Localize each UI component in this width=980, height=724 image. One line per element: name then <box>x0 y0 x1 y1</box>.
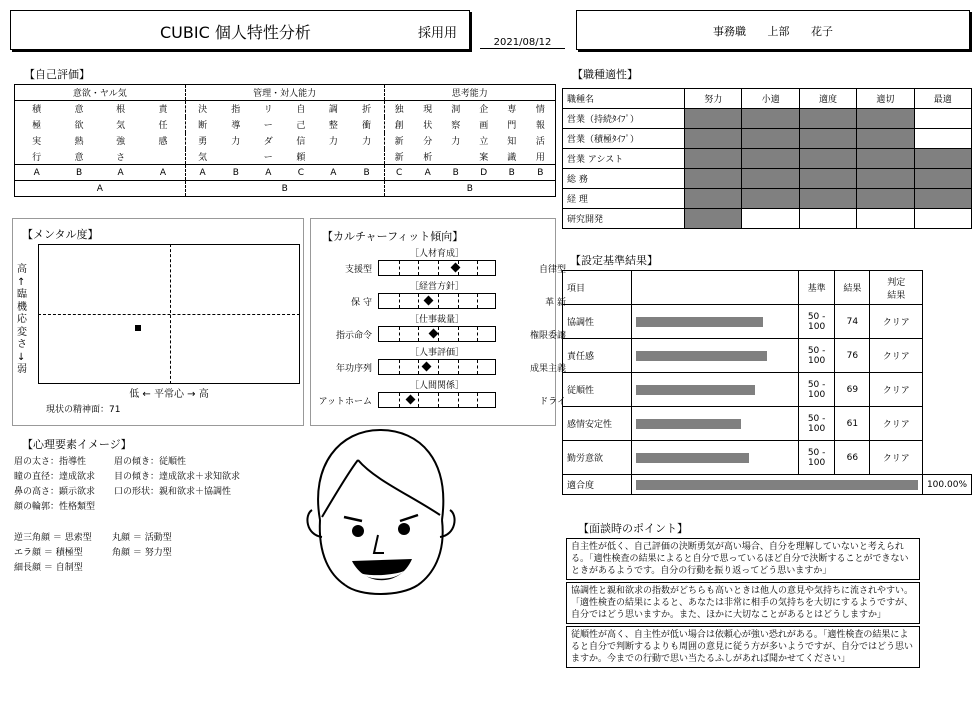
criteria-header-result: 結果 <box>835 271 870 305</box>
criteria-header-row <box>563 271 972 305</box>
job-level-cell <box>914 169 971 189</box>
criteria-result: 61 <box>835 407 870 441</box>
self-eval-char: 察 <box>451 121 461 131</box>
criteria-header-base: 基準 <box>798 271 835 305</box>
self-eval-grade: C <box>285 165 318 181</box>
self-eval-char: 現 <box>423 105 433 116</box>
culture-tick <box>438 261 439 275</box>
criteria-base-min: 50 - <box>807 311 826 322</box>
criteria-header-bar <box>631 271 798 305</box>
face-illustration <box>300 425 465 600</box>
self-eval-char: 立 <box>479 137 489 147</box>
criteria-bar <box>636 385 755 395</box>
job-row <box>563 169 972 189</box>
self-eval-char: 画 <box>479 121 489 131</box>
culture-tick <box>477 327 478 341</box>
criteria-header-item: 項目 <box>563 271 632 305</box>
criteria-base-max: 100 <box>808 457 826 468</box>
self-eval-char: 信 <box>296 137 306 147</box>
job-level-cell <box>914 109 971 129</box>
self-eval-char: 折 <box>362 105 372 116</box>
job-level-cell <box>685 209 742 229</box>
criteria-label: 責任感 <box>563 339 632 373</box>
self-eval-grade: A <box>141 165 185 181</box>
self-eval-char: 責 <box>158 105 168 116</box>
self-eval-char: 案 <box>470 149 498 165</box>
self-eval-char: 強 <box>116 137 126 147</box>
self-eval-char: 析 <box>414 149 442 165</box>
self-eval-group: 管理・対人能力 <box>185 85 384 101</box>
criteria-judge: クリア <box>870 407 923 441</box>
self-eval-group-grade-row <box>15 181 556 197</box>
criteria-base-max: 100 <box>808 389 826 400</box>
culture-heading: ［人事評価］ <box>409 348 464 358</box>
self-eval-char: 自 <box>296 105 306 116</box>
culture-tick <box>458 393 459 407</box>
interview-point: 自主性が低く、自己評価の決断勇気が高い場合、自分を理解していないと考えられる。「適性検査の結果によると自分で思っているほど自分で決断することができないときがあるようです。自分の行動を振り返ってどう思いますか」 <box>566 538 920 580</box>
criteria-base <box>798 373 835 407</box>
job-level-cell <box>857 149 914 169</box>
self-eval-char: 導 <box>231 121 241 131</box>
psych-element: 顔の輪郭：性格類型 <box>14 502 96 512</box>
culture-tick <box>418 360 419 374</box>
criteria-bar <box>636 419 741 429</box>
self-eval-char-row <box>15 101 556 117</box>
job-header-row <box>563 89 972 109</box>
criteria-fit-label: 適合度 <box>563 475 632 495</box>
criteria-label: 従順性 <box>563 373 632 407</box>
self-eval-char: 意 <box>74 105 84 116</box>
self-eval-char: 決 <box>185 101 219 117</box>
job-row <box>563 209 972 229</box>
job-level-cell <box>799 189 856 209</box>
self-eval-char: 力 <box>231 137 241 147</box>
criteria-row <box>563 407 972 441</box>
self-eval-char: 活 <box>535 137 545 147</box>
self-eval-group-row <box>15 85 556 101</box>
candidate-name: 事務職 上部 花子 <box>713 25 833 38</box>
criteria-base <box>798 407 835 441</box>
criteria-fit-row <box>563 475 972 495</box>
self-eval-char: さ <box>100 149 142 165</box>
self-eval-char: 断 <box>185 117 219 133</box>
criteria-bar-cell <box>631 339 798 373</box>
report-date: 2021/08/12 <box>480 37 565 49</box>
psych-title: 【心理要素イメージ】 <box>22 438 132 451</box>
self-eval-char: 情 <box>535 105 545 116</box>
criteria-base <box>798 441 835 475</box>
culture-left-label: 年功序列 <box>335 364 372 374</box>
job-header-cell: 適度 <box>799 89 856 109</box>
mental-state: 現状の精神面：71 <box>46 405 121 415</box>
job-level-cell <box>914 209 971 229</box>
self-eval-char: 知 <box>507 137 517 147</box>
culture-tick <box>438 327 439 341</box>
job-name: 営業（積極ﾀｲﾌﾟ） <box>563 129 685 149</box>
criteria-result: 66 <box>835 441 870 475</box>
self-eval-char <box>350 149 384 165</box>
self-eval-char: 己 <box>296 121 306 131</box>
self-eval-char-row <box>15 133 556 149</box>
job-level-cell <box>685 129 742 149</box>
criteria-bar-cell <box>631 441 798 475</box>
self-eval-char <box>141 149 185 165</box>
job-level-cell <box>685 189 742 209</box>
self-eval-table <box>14 84 556 197</box>
job-name: 営業（持続ﾀｲﾌﾟ） <box>563 109 685 129</box>
self-eval-char: 整 <box>328 121 338 131</box>
criteria-bar <box>636 453 750 463</box>
self-eval-char: 調 <box>328 105 338 116</box>
self-eval-char: 状 <box>423 121 433 131</box>
criteria-bar-cell <box>631 305 798 339</box>
culture-tick <box>399 294 400 308</box>
self-eval-char: 企 <box>479 105 489 116</box>
criteria-fit-bar <box>636 480 918 490</box>
mental-y-label: 高↑臨機応変さ↓弱 <box>17 264 27 375</box>
job-level-cell <box>799 169 856 189</box>
self-eval-char: 報 <box>535 121 545 131</box>
culture-tick <box>477 393 478 407</box>
self-eval-char: 実 <box>32 137 42 147</box>
culture-marker <box>423 296 433 306</box>
self-eval-grade: C <box>384 165 414 181</box>
criteria-header-judge-2: 結果 <box>887 290 906 301</box>
self-eval-char: 極 <box>32 121 42 131</box>
job-level-cell <box>857 209 914 229</box>
culture-tick <box>458 327 459 341</box>
self-eval-grade: A <box>317 165 350 181</box>
job-aptitude-table <box>562 88 972 229</box>
culture-bar <box>378 392 496 408</box>
self-eval-char: ダ <box>263 137 273 147</box>
criteria-result: 74 <box>835 305 870 339</box>
self-eval-char: 洞 <box>451 105 461 116</box>
self-eval-group-grade: B <box>384 181 555 197</box>
criteria-base-min: 50 - <box>807 379 826 390</box>
self-eval-char-row <box>15 117 556 133</box>
interview-point: 協調性と親和欲求の指数がどちらも高いときは他人の意見や気持ちに流されやすい。「適性検査の結果によると、あなたは非常に相手の気持ちを大切にするようですが、自分ではどう思いますか。また、ほかに大切なことがあるとはどうしますか」 <box>566 582 920 624</box>
culture-tick <box>458 360 459 374</box>
job-level-cell <box>799 109 856 129</box>
self-eval-grade: A <box>15 165 59 181</box>
self-eval-char: 門 <box>507 121 517 131</box>
self-eval-char: 欲 <box>74 121 84 131</box>
job-level-cell <box>914 129 971 149</box>
psych-element: 瞳の直径：達成欲求 <box>14 472 96 482</box>
self-eval-char: リ <box>263 105 273 116</box>
psych-face-type: エラ顔 ＝ 積極型 <box>14 548 83 558</box>
self-eval-grade: D <box>470 165 498 181</box>
job-level-cell <box>914 149 971 169</box>
job-level-cell <box>857 189 914 209</box>
job-level-cell <box>742 209 799 229</box>
mental-point <box>135 325 141 331</box>
self-eval-grade: B <box>526 165 556 181</box>
job-row <box>563 129 972 149</box>
culture-tick <box>438 393 439 407</box>
self-eval-grade: B <box>350 165 384 181</box>
self-eval-char: 意 <box>58 149 100 165</box>
culture-tick <box>477 261 478 275</box>
culture-right-label: 成果主義 <box>529 364 566 374</box>
culture-bar <box>378 260 496 276</box>
psych-face-type: 角顔 ＝ 努力型 <box>112 548 172 558</box>
self-eval-char-row <box>15 149 556 165</box>
culture-heading: ［経営方針］ <box>409 282 464 292</box>
self-eval-grade: A <box>100 165 142 181</box>
job-title: 【職種適性】 <box>572 68 638 81</box>
self-eval-char: 力 <box>451 137 461 147</box>
psych-face-type: 細長顔 ＝ 自制型 <box>14 563 83 573</box>
criteria-result: 76 <box>835 339 870 373</box>
culture-title: 【カルチャーフィット傾向】 <box>322 230 464 243</box>
criteria-judge: クリア <box>870 373 923 407</box>
self-eval-grade-row <box>15 165 556 181</box>
psych-element: 鼻の高さ：顕示欲求 <box>14 487 96 497</box>
culture-right-label: 自律型 <box>538 265 566 275</box>
self-eval-char: 力 <box>328 137 338 147</box>
culture-tick <box>477 360 478 374</box>
self-eval-char: 気 <box>116 121 126 131</box>
culture-tick <box>477 294 478 308</box>
job-level-cell <box>742 169 799 189</box>
culture-tick <box>399 261 400 275</box>
self-eval-char: 創 <box>384 117 414 133</box>
criteria-header-judge <box>870 271 923 305</box>
job-name: 経 理 <box>563 189 685 209</box>
mental-horizontal-divider <box>38 314 300 315</box>
criteria-result: 69 <box>835 373 870 407</box>
self-eval-char: 独 <box>384 101 414 117</box>
criteria-judge: クリア <box>870 441 923 475</box>
self-eval-char: 行 <box>15 149 59 165</box>
psych-face-type: 逆三角顔 ＝ 思索型 <box>14 533 92 543</box>
job-row <box>563 149 972 169</box>
psych-element: 口の形状：親和欲求＋協調性 <box>114 487 232 497</box>
criteria-bar <box>636 351 767 361</box>
culture-heading: ［人間関係］ <box>409 381 464 391</box>
self-eval-char: 分 <box>423 137 433 147</box>
culture-tick <box>418 327 419 341</box>
self-eval-grade: A <box>252 165 285 181</box>
job-level-cell <box>857 129 914 149</box>
interview-point: 従順性が高く、自主性が低い場合は依頼心が強い恐れがある。「適性検査の結果によると自分で判断するよりも周囲の意見に従う方が多いようですが、自分ではどう思いますか。今までの行動で思い当たるふしがあれば聞かせてください」 <box>566 626 920 668</box>
job-header-cell: 適切 <box>857 89 914 109</box>
self-eval-char: 識 <box>498 149 526 165</box>
report-purpose: 採用用 <box>418 26 458 41</box>
criteria-table <box>562 270 972 495</box>
criteria-row <box>563 339 972 373</box>
job-name: 営業 アシスト <box>563 149 685 169</box>
report-title: CUBIC 個人特性分析 <box>160 23 311 42</box>
criteria-row <box>563 373 972 407</box>
job-name: 研究開発 <box>563 209 685 229</box>
self-eval-char <box>317 149 350 165</box>
self-eval-grade: B <box>58 165 100 181</box>
job-header-cell: 努力 <box>685 89 742 109</box>
criteria-base-min: 50 - <box>807 413 826 424</box>
culture-right-label: 権限委譲 <box>529 331 566 341</box>
culture-tick <box>418 261 419 275</box>
self-eval-grade: B <box>498 165 526 181</box>
points-list <box>566 538 920 670</box>
criteria-bar-cell <box>631 407 798 441</box>
self-eval-group: 意欲・ヤル気 <box>15 85 186 101</box>
job-level-cell <box>742 109 799 129</box>
criteria-base-max: 100 <box>808 423 826 434</box>
culture-bar <box>378 326 496 342</box>
points-title: 【面談時のポイント】 <box>578 522 688 535</box>
criteria-base-max: 100 <box>808 321 826 332</box>
self-eval-char: 積 <box>32 105 42 116</box>
self-eval-char <box>220 149 253 165</box>
criteria-label: 感情安定性 <box>563 407 632 441</box>
self-eval-char: 専 <box>507 105 517 116</box>
culture-left-label: 支援型 <box>344 265 372 275</box>
self-eval-char: ー <box>263 121 273 131</box>
culture-right-label: ドライ <box>539 397 566 407</box>
criteria-base <box>798 339 835 373</box>
culture-tick <box>418 393 419 407</box>
criteria-row <box>563 441 972 475</box>
self-eval-grade: A <box>414 165 442 181</box>
job-row <box>563 189 972 209</box>
psych-element: 眉の太さ：指導性 <box>14 457 87 467</box>
job-level-cell <box>857 109 914 129</box>
self-eval-char: 新 <box>384 133 414 149</box>
culture-heading: ［人材育成］ <box>409 249 464 259</box>
self-eval-group-grade: A <box>15 181 186 197</box>
criteria-header-judge-1: 判定 <box>887 277 906 288</box>
criteria-judge: クリア <box>870 339 923 373</box>
job-level-cell <box>799 149 856 169</box>
criteria-label: 協調性 <box>563 305 632 339</box>
psych-element: 目の傾き：達成欲求＋求知欲求 <box>114 472 241 482</box>
psych-face-type: 丸顔 ＝ 活動型 <box>112 533 172 543</box>
criteria-fit-value: 100.00% <box>922 475 971 495</box>
self-eval-char: 任 <box>158 121 168 131</box>
self-eval-char: 力 <box>362 137 372 147</box>
self-eval-char: 根 <box>116 105 126 116</box>
job-header-cell: 小適 <box>742 89 799 109</box>
self-eval-title: 【自己評価】 <box>24 68 90 81</box>
culture-tick <box>399 393 400 407</box>
job-level-cell <box>799 129 856 149</box>
psych-element: 眉の傾き：従順性 <box>114 457 187 467</box>
mental-title: 【メンタル度】 <box>22 228 99 241</box>
job-level-cell <box>742 149 799 169</box>
criteria-base-min: 50 - <box>807 345 826 356</box>
self-eval-group: 思考能力 <box>384 85 555 101</box>
self-eval-grade: B <box>442 165 470 181</box>
culture-tick <box>399 360 400 374</box>
job-level-cell <box>742 189 799 209</box>
self-eval-char: 指 <box>231 105 241 116</box>
culture-tick <box>418 294 419 308</box>
mental-x-label: 低 ← 平常心 → 高 <box>129 389 209 400</box>
culture-tick <box>438 360 439 374</box>
job-level-cell <box>857 169 914 189</box>
culture-bar <box>378 359 496 375</box>
culture-tick <box>399 327 400 341</box>
culture-tick <box>438 294 439 308</box>
self-eval-char: 気 <box>185 149 219 165</box>
culture-marker <box>422 362 432 372</box>
job-level-cell <box>914 189 971 209</box>
criteria-label: 勤労意欲 <box>563 441 632 475</box>
culture-tick <box>458 294 459 308</box>
self-eval-grade: A <box>185 165 219 181</box>
self-eval-char: 用 <box>526 149 556 165</box>
self-eval-grade: B <box>220 165 253 181</box>
self-eval-char: 熱 <box>74 137 84 147</box>
culture-left-label: アットホーム <box>318 397 372 407</box>
self-eval-char: 勇 <box>185 133 219 149</box>
culture-bar <box>378 293 496 309</box>
job-level-cell <box>685 109 742 129</box>
job-row <box>563 109 972 129</box>
job-level-cell <box>685 169 742 189</box>
job-level-cell <box>685 149 742 169</box>
culture-right-label: 革 新 <box>545 298 566 308</box>
self-eval-char <box>442 149 470 165</box>
self-eval-char: 新 <box>384 149 414 165</box>
criteria-base <box>798 305 835 339</box>
criteria-judge: クリア <box>870 305 923 339</box>
criteria-base-max: 100 <box>808 355 826 366</box>
job-header-cell: 職種名 <box>563 89 685 109</box>
self-eval-char: 感 <box>158 137 168 147</box>
criteria-bar <box>636 317 763 327</box>
job-level-cell <box>799 209 856 229</box>
culture-left-label: 保 守 <box>351 298 372 308</box>
criteria-bar-cell <box>631 373 798 407</box>
criteria-title: 【設定基準結果】 <box>570 254 658 267</box>
self-eval-char: 衝 <box>362 121 372 131</box>
job-name: 総 務 <box>563 169 685 189</box>
self-eval-char: ー <box>252 149 285 165</box>
culture-heading: ［仕事裁量］ <box>409 315 464 325</box>
criteria-base-min: 50 - <box>807 447 826 458</box>
culture-left-label: 指示命令 <box>335 331 372 341</box>
job-header-cell: 最適 <box>914 89 971 109</box>
self-eval-char: 頼 <box>285 149 318 165</box>
job-level-cell <box>742 129 799 149</box>
self-eval-group-grade: B <box>185 181 384 197</box>
criteria-row <box>563 305 972 339</box>
criteria-fit-bar-cell <box>631 475 922 495</box>
culture-marker <box>405 395 415 405</box>
